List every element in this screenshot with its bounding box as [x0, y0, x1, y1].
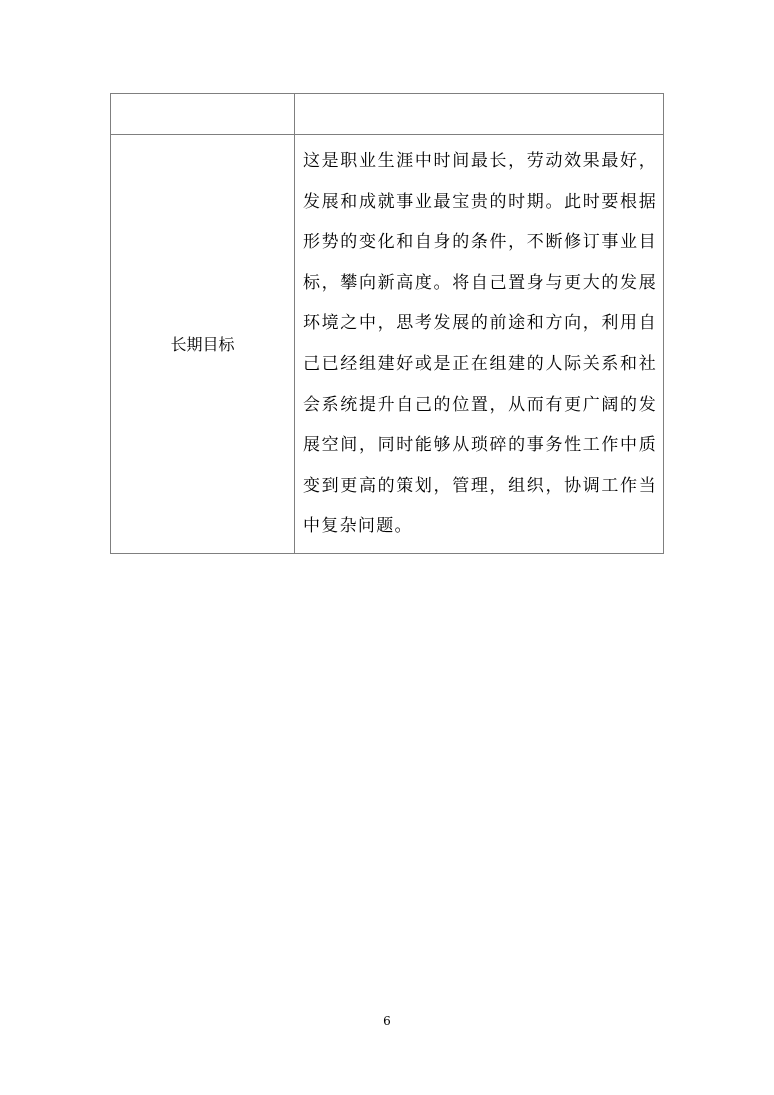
table-row-long-term-goal	[111, 135, 664, 554]
table-row-empty	[111, 94, 664, 135]
long-term-goal-cell	[295, 135, 664, 554]
empty-label-cell	[111, 94, 295, 135]
long-term-goal-label: 长期目标	[111, 135, 295, 554]
long-term-goal-description: 这是职业生涯中时间最长，劳动效果最好，发展和成就事业最宝贵的时期。此时要根据形势的变化和自身的条件，不断修订事业目标，攀向新高度。将自己置身与更大的发展环境之中，思考发展的前途和方向，利用自己已经组建好或是正在组建的人际关系和社会系统提升自己的位置，从而有更广阔的发展空间，同时能够从琐碎的事务性工作中质变到更高的策划，管理，组织，协调工作当中复杂问题。	[303, 151, 657, 537]
empty-content-cell	[295, 94, 664, 135]
goal-table	[110, 93, 664, 554]
page-number: 6	[383, 1014, 391, 1028]
